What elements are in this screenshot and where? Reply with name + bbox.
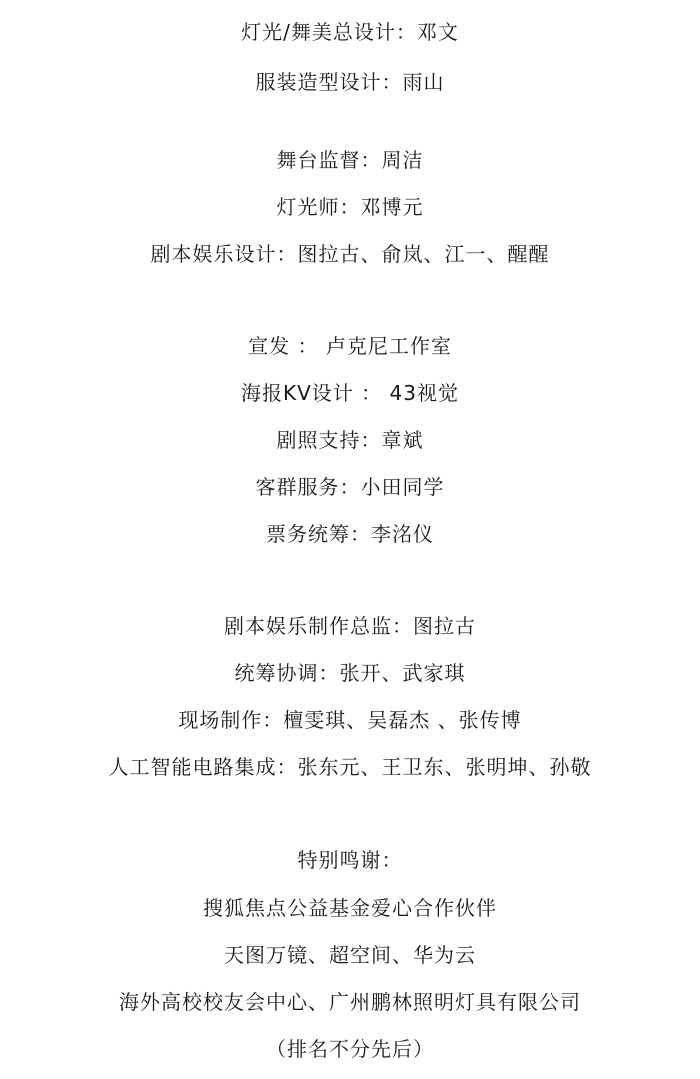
credit-line: 海报KV设计 ： 43视觉: [241, 381, 459, 405]
credit-line: 剧照支持：章斌: [276, 428, 424, 452]
credit-line: 人工智能电路集成：张东元、王卫东、张明坤、孙敬: [108, 755, 592, 779]
credit-line: 现场制作：檀雯琪、吴磊杰 、张传博: [178, 708, 522, 732]
credit-line: 客群服务：小田同学: [255, 475, 445, 499]
credit-line: 海外高校校友会中心、广州鹏林照明灯具有限公司: [119, 990, 581, 1014]
credit-line: 灯光师：邓博元: [276, 195, 424, 219]
credit-line: 统筹协调：张开、武家琪: [234, 661, 466, 685]
acknowledgement-heading: 特别鸣谢：: [297, 848, 403, 872]
credit-line: 剧本娱乐制作总监：图拉古: [224, 614, 476, 638]
ranking-note: （排名不分先后）: [266, 1037, 434, 1061]
credit-line: 剧本娱乐设计：图拉古、俞岚、江一、醒醒: [150, 242, 550, 266]
credit-line: 搜狐焦点公益基金爱心合作伙伴: [203, 896, 497, 920]
credit-line: 天图万镜、超空间、华为云: [224, 943, 476, 967]
credit-line: 舞台监督：周洁: [276, 148, 424, 172]
credit-line: 灯光/舞美总设计：邓文: [241, 20, 459, 44]
credit-line: 服装造型设计：雨山: [255, 70, 445, 94]
credit-line: 票务统筹：李洺仪: [266, 522, 434, 546]
credit-line: 宣发 ： 卢克尼工作室: [248, 334, 452, 358]
